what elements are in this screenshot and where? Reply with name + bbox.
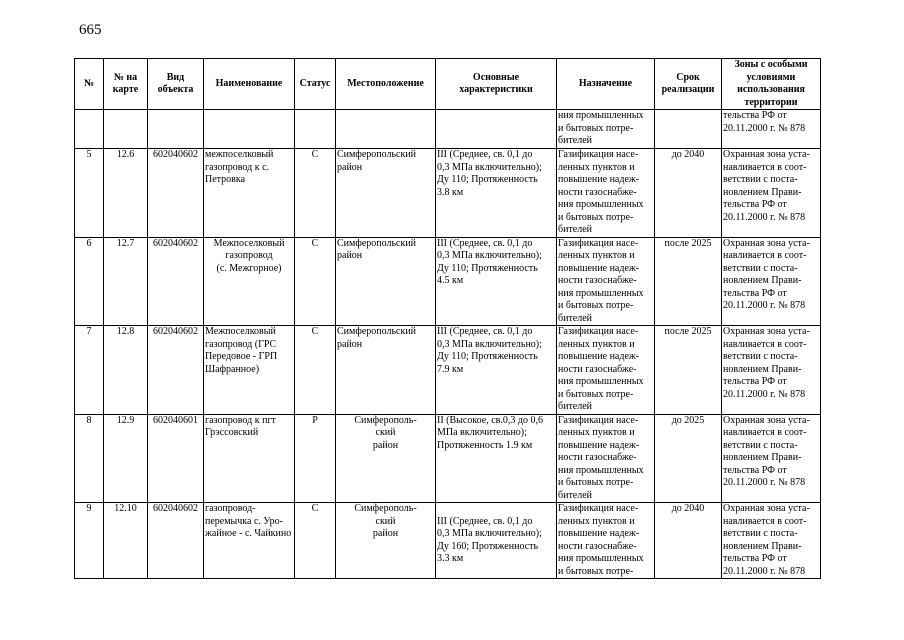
cell-name: Межпоселковый газопровод (с. Межгорное) (204, 237, 295, 326)
cell-zones: Охранная зона уста- навливается в соот- ветствии с поста- новлением Прави- тельства РФ от 20.11.2000 г. № 878 (722, 503, 821, 579)
cell-name: газопровод к пгт Грэссовский (204, 414, 295, 503)
header-num: № (75, 59, 104, 110)
cell-name: Межпоселковый газопровод (ГРС Передовое - ГРП Шафранное) (204, 326, 295, 415)
cell-empty (436, 110, 557, 149)
header-zones: Зоны с особыми условиями использования территории (722, 59, 821, 110)
cell-status: С (295, 149, 336, 238)
cell-specs: III (Среднее, св. 0,1 до 0,3 МПа включительно); Ду 110; Протяженность 4.5 км (436, 237, 557, 326)
continuation-row (75, 110, 821, 149)
cell-purpose: Газификация насе- ленных пунктов и повышение надеж- ности газоснабже- ния промышленных и бытовых потре- бителей (557, 326, 655, 415)
cell-status: С (295, 503, 336, 579)
header-name: Наименование (204, 59, 295, 110)
cell-zones: Охранная зона уста- навливается в соот- ветствии с поста- новлением Прави- тельства РФ от 20.11.2000 г. № 878 (722, 237, 821, 326)
header-map-num: № на карте (104, 59, 148, 110)
cell-purpose: Газификация насе- ленных пунктов и повышение надеж- ности газоснабже- ния промышленных и бытовых потре- (557, 503, 655, 579)
table-row (75, 237, 821, 326)
cell-term: после 2025 (655, 237, 722, 326)
cell-term: до 2025 (655, 414, 722, 503)
cell-status: С (295, 237, 336, 326)
cell-term: до 2040 (655, 503, 722, 579)
table-row (75, 326, 821, 415)
header-term: Срок реализации (655, 59, 722, 110)
cell-zones: Охранная зона уста- навливается в соот- ветствии с поста- новлением Прави- тельства РФ от 20.11.2000 г. № 878 (722, 414, 821, 503)
cell-num: 6 (75, 237, 104, 326)
cell-purpose: ния промышленных и бытовых потре- бителей (557, 110, 655, 149)
header-object-type: Вид объекта (148, 59, 204, 110)
cell-object-type: 602040602 (148, 237, 204, 326)
header-status: Статус (295, 59, 336, 110)
table-row (75, 414, 821, 503)
cell-empty (104, 110, 148, 149)
cell-purpose: Газификация насе- ленных пунктов и повышение надеж- ности газоснабже- ния промышленных и бытовых потре- бителей (557, 149, 655, 238)
cell-location: Симферополь- ский район (336, 503, 436, 579)
cell-map-num: 12.6 (104, 149, 148, 238)
cell-num: 5 (75, 149, 104, 238)
cell-specs: III (Среднее, св. 0,1 до 0,3 МПа включительно); Ду 110; Протяженность 7.9 км (436, 326, 557, 415)
table-row (75, 503, 821, 579)
cell-term: после 2025 (655, 326, 722, 415)
cell-empty (295, 110, 336, 149)
cell-map-num: 12.9 (104, 414, 148, 503)
cell-name: межпоселковый газопровод к с. Петровка (204, 149, 295, 238)
cell-map-num: 12.8 (104, 326, 148, 415)
cell-map-num: 12.7 (104, 237, 148, 326)
header-location: Местоположение (336, 59, 436, 110)
cell-num: 7 (75, 326, 104, 415)
cell-empty (148, 110, 204, 149)
cell-status: С (295, 326, 336, 415)
gas-pipeline-table (74, 58, 821, 579)
cell-map-num: 12.10 (104, 503, 148, 579)
cell-purpose: Газификация насе- ленных пунктов и повышение надеж- ности газоснабже- ния промышленных и бытовых потре- бителей (557, 414, 655, 503)
cell-object-type: 602040602 (148, 149, 204, 238)
cell-empty (204, 110, 295, 149)
cell-location: Симферопольский район (336, 237, 436, 326)
header-purpose: Назначение (557, 59, 655, 110)
cell-empty (336, 110, 436, 149)
cell-purpose: Газификация насе- ленных пунктов и повышение надеж- ности газоснабже- ния промышленных и бытовых потре- бителей (557, 237, 655, 326)
cell-empty (655, 110, 722, 149)
cell-object-type: 602040601 (148, 414, 204, 503)
cell-location: Симферопольский район (336, 149, 436, 238)
cell-object-type: 602040602 (148, 503, 204, 579)
cell-num: 8 (75, 414, 104, 503)
page-number: 665 (79, 22, 102, 38)
cell-zones: Охранная зона уста- навливается в соот- ветствии с поста- новлением Прави- тельства РФ от 20.11.2000 г. № 878 (722, 149, 821, 238)
cell-specs: II (Высокое, св.0,3 до 0,6 МПа включительно); Протяженность 1.9 км (436, 414, 557, 503)
table-row (75, 149, 821, 238)
table-header-row (75, 59, 821, 110)
cell-location: Симферополь- ский район (336, 414, 436, 503)
cell-object-type: 602040602 (148, 326, 204, 415)
cell-location: Симферопольский район (336, 326, 436, 415)
cell-name: газопровод- перемычка с. Уро- жайное - с. Чайкино (204, 503, 295, 579)
cell-zones: тельства РФ от 20.11.2000 г. № 878 (722, 110, 821, 149)
header-specs: Основные характеристики (436, 59, 557, 110)
cell-empty (75, 110, 104, 149)
cell-status: Р (295, 414, 336, 503)
cell-specs: III (Среднее, св. 0,1 до 0,3 МПа включительно); Ду 160; Протяженность 3.3 км (436, 503, 557, 579)
cell-specs: III (Среднее, св. 0,1 до 0,3 МПа включительно); Ду 110; Протяженность 3.8 км (436, 149, 557, 238)
cell-term: до 2040 (655, 149, 722, 238)
cell-num: 9 (75, 503, 104, 579)
cell-zones: Охранная зона уста- навливается в соот- ветствии с поста- новлением Прави- тельства РФ от 20.11.2000 г. № 878 (722, 326, 821, 415)
